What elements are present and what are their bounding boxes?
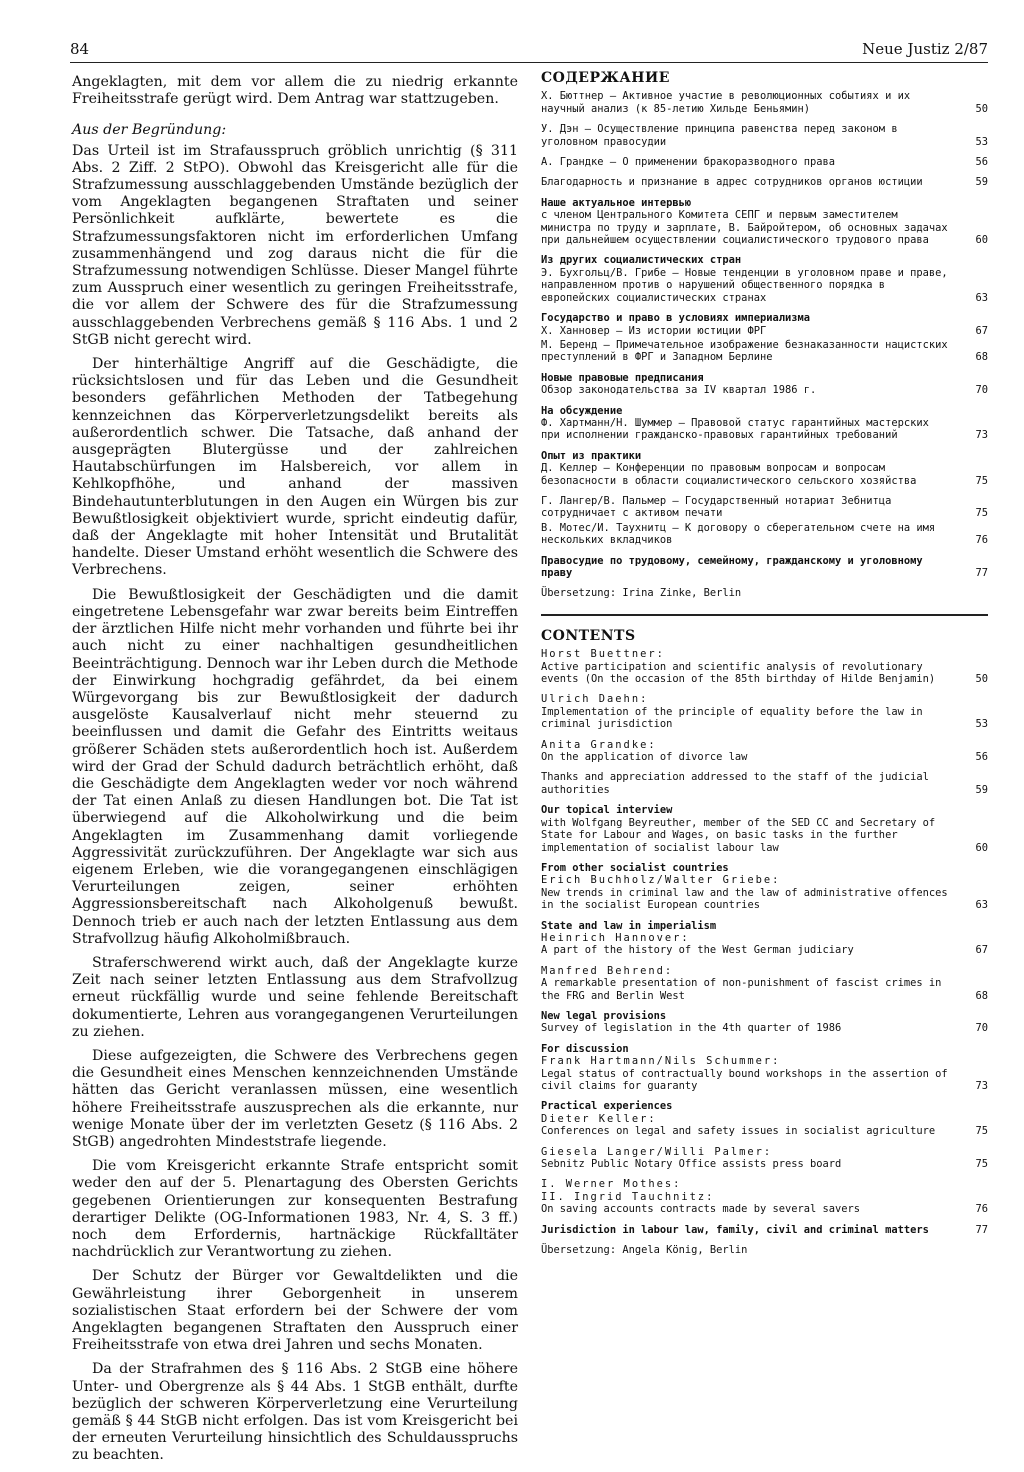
english-contents-title: CONTENTS (541, 627, 636, 644)
toc-author: Giesela Langer/Willi Palmer: (541, 1145, 773, 1158)
toc-entry (541, 1146, 988, 1171)
russian-contents-title: СОДЕРЖАНИЕ (541, 70, 670, 86)
toc-entry-text: New trends in criminal law and the law of administrative offences in the socialist European countries (541, 886, 948, 912)
toc-entry-text: Э. Бухгольц/В. Грибе — Новые тенденции в уголовном праве и праве, направленном против о нарушений общественного порядка в европейских социалистических странах (541, 266, 948, 304)
article-paragraph: Die Bewußtlosigkeit der Geschädigten und die damit eingetretene Lebensgefahr war zwar bereits beim Eintreffen der ärztlichen Hilfe nicht mehr vorhanden und führte bei ihr auch nicht zu einer nachhaltigen gesundheitlichen Beeinträchtigung. Dennoch war ihr Leben durch die Methode der Einwirkung hochgradig gefährdet, da bei einem Würgevorgang bis zur Bewußtlosigkeit der dadurch ausgelöste Kausalverlauf nicht mehr steuernd zu beeinflussen und damit die Gefahr des Eintritts weitaus größerer Schäden stets außerordentlich hoch ist. Außerdem wird der Grad der Schuld dadurch beträchtlich erhöht, daß die Geschädigte dem Angeklagten weder vor noch während der Tat einen Anlaß zu diesen Handlungen bot. Die Tat ist überwiegend auf die Alkoholwirkung und die beim Angeklagten im Zusammenhang damit vorliegende Aggressivität zurückzuführen. Der Angeklagte war sich aus eigenem Erleben, wie die vorangegangenen einschlägigen Verurteilungen zeigen, seiner erhöhten Aggressionsbereitschaft nach Alkoholgenuß bewußt. Dennoch trieb er auch nach der letzten Entlassung aus dem Strafvollzug häufig Alkoholmißbrauch. (72, 586, 518, 947)
toc-entry-text: У. Дэн — Осуществление принципа равенства перед законом в уголовном правосудии (541, 123, 898, 148)
section-divider (541, 614, 988, 616)
article-subheading: Aus der Begründung: (72, 122, 227, 139)
toc-group-heading: Опыт из практики (541, 449, 642, 462)
article-paragraph: Die vom Kreisgericht erkannte Strafe entspricht somit weder den auf der 5. Plenartagung des Obersten Gerichts gegebenen Orientierungen zur konsequenten Bestrafung derartiger Delikte (OG-Informationen 1983, Nr. 4, S. 3 ff.) noch dem Erfordernis, hartnäckige Rückfalltäter nachdrücklich zur Verantwortung zu ziehen. (72, 1158, 518, 1261)
toc-author: Manfred Behrend: (541, 964, 674, 977)
toc-entry (541, 254, 988, 304)
toc-entry-text: Legal status of contractually bound workshops in the assertion of civil claims for guaranty (541, 1067, 948, 1092)
article-paragraph: Da der Strafrahmen des § 116 Abs. 2 StGB eine höhere Unter- und Obergrenze als § 44 Abs. 1 StGB enthält, durfte bezüglich der schweren Körperverletzung eine Verurteilung gemäß § 44 StGB nicht erfolgen. Das ist vom Kreisgericht bei der erneuten Verurteilung hinsichtlich des Schuldausspruchs zu beachten. (72, 1361, 518, 1464)
toc-entry-text: Ф. Хартманн/Н. Шуммер — Правовой статус гарантийных мастерских при исполнении гражданско-правовых гарантийных требований (541, 416, 929, 442)
toc-entry-text: On saving accounts contracts made by several savers (541, 1203, 861, 1216)
toc-entry-text: Survey of legislation in the 4th quarter of 1986 (541, 1022, 842, 1035)
toc-entry (541, 648, 988, 685)
article-intro: Angeklagten, mit dem vor allem die zu niedrig erkannte Freiheitsstrafe gerügt wird. Dem Antrag war stattzugeben. (72, 74, 518, 108)
toc-entry (541, 1178, 988, 1215)
toc-page: 77 (975, 567, 988, 579)
toc-entry-text: Г. Лангер/В. Пальмер — Государственный нотариат Зебнитца сотрудничает с активом печати (541, 494, 892, 520)
toc-entry (541, 862, 988, 912)
toc-author: Ulrich Daehn: (541, 693, 649, 706)
toc-page: 73 (975, 1080, 988, 1092)
toc-entry (541, 405, 988, 442)
translator-credit: Übersetzung: Angela König, Berlin (541, 1244, 748, 1257)
toc-entry (541, 522, 988, 547)
toc-page: 60 (975, 841, 988, 854)
toc-entry-text: Implementation of the principle of equality before the law in criminal jurisdiction (541, 705, 923, 731)
toc-entry-text: On the application of divorce law (541, 751, 748, 764)
toc-entry (541, 312, 988, 337)
toc-entry-text: A remarkable presentation of non-punishment of fascist crimes in the FRG and Berlin West (541, 977, 942, 1002)
toc-entry-text: с членом Центрального Комитета СЕПГ и первым заместителем министра по труду и зарплате, В. Байройтером, об основных задачах при дальнейшем осуществлении социалистического трудового права (541, 209, 948, 247)
contents-column (541, 72, 988, 1256)
toc-author: I. Werner Mothes: (541, 1178, 682, 1191)
article-paragraph: Diese aufgezeigten, die Schwere des Verbrechens gegen die Gesundheit eines Menschen kennzeichnenden Umstände hätten das Gericht veranlassen müssen, eine wesentlich höhere Freiheitsstrafe auszusprechen als die erkannte, nur wenige Monate über der im verletzten Gesetz (§ 116 Abs. 2 StGB) angedrohten Mindeststrafe liegende. (72, 1047, 518, 1150)
toc-author: II. Ingrid Tauchnitz: (541, 1190, 715, 1203)
toc-entry (541, 495, 988, 520)
toc-group-heading: Our topical interview (541, 804, 673, 817)
toc-entry-text: Conferences on legal and safety issues in socialist agriculture (541, 1125, 936, 1138)
toc-entry-text: Обзор законодательства за IV квартал 1986 г. (541, 384, 817, 397)
toc-group-heading: Наше актуальное интервью (541, 196, 692, 209)
toc-entry (541, 1010, 988, 1035)
journal-name: Neue Justiz 2/87 (862, 40, 988, 58)
toc-entry (541, 197, 988, 247)
toc-page: 67 (975, 324, 988, 337)
toc-entry-text: Д. Келлер — Конференции по правовым вопросам и вопросам безопасности в области социалистического сельского хозяйства (541, 462, 917, 487)
toc-group-heading: Новые правовые предписания (541, 371, 704, 384)
toc-page: 75 (975, 1158, 988, 1171)
toc-page: 50 (975, 102, 988, 115)
toc-group-heading: State and law in imperialism (541, 919, 717, 932)
article-paragraph: Straferschwerend wirkt auch, daß der Angeklagte kurze Zeit nach seiner letzten Entlassung aus dem Strafvollzug erneut rückfällig wurde und seine fehlende Bereitschaft dokumentierte, Lehren aus vorangegangenen Verurteilungen zu ziehen. (72, 954, 518, 1040)
toc-group-heading: For discussion (541, 1042, 629, 1055)
toc-group-heading: From other socialist countries (541, 861, 729, 874)
toc-group-heading: Из других социалистических стран (541, 254, 742, 267)
toc-group-heading: Правосудие по трудовому, семейному, гражданскому и уголовному праву (541, 554, 923, 579)
toc-entry (541, 771, 988, 796)
toc-group-heading: На обсуждение (541, 404, 623, 417)
toc-entry (541, 450, 988, 487)
toc-page: 75 (975, 1125, 988, 1138)
toc-entry (541, 965, 988, 1002)
toc-entry-text: М. Беренд — Примечательное изображение безнаказанности нацистских преступлений в ФРГ и Западном Берлине (541, 338, 948, 364)
toc-entry (541, 156, 988, 168)
toc-author: Horst Buettner: (541, 648, 665, 661)
toc-entry-text: Active participation and scientific analysis of revolutionary events (On the occasion of the 85th birthday of Hilde Benjamin) (541, 660, 936, 686)
toc-entry (541, 1043, 988, 1093)
toc-page: 56 (975, 751, 988, 764)
toc-entry (541, 90, 988, 115)
toc-page: 63 (975, 899, 988, 912)
english-contents (541, 627, 988, 1257)
toc-entry (541, 372, 988, 397)
toc-entry (541, 1224, 988, 1236)
toc-page: 50 (975, 673, 988, 686)
toc-entry-text: Thanks and appreciation addressed to the staff of the judicial authorities (541, 771, 929, 796)
toc-entry-text: В. Мотес/И. Таухнитц — К договору о сберегательном счете на имя нескольких вкладчиков (541, 521, 936, 547)
toc-entry (541, 123, 988, 148)
toc-page: 68 (975, 989, 988, 1002)
toc-author: Erich Buchholz/Walter Griebe: (541, 874, 781, 887)
translator-credit: Übersetzung: Irina Zinke, Berlin (541, 587, 742, 600)
toc-page: 73 (975, 429, 988, 442)
article-paragraph: Der hinterhältige Angriff auf die Geschädigte, die rücksichtslosen und für das Leben und die Gesundheit besonders gefährlichen Methoden der Tatbegehung kennzeichnen das Körperverletzungsdelikt bereits als außerordentlich schwer. Die Tatsache, daß anhand der ausgeprägten Blutergüsse und der zahlreichen Hautabschürfungen im Halsbereich, vor allem in Kehlkopfhöhe, und anhand der massiven Bindehautunterblutungen in den Augen ein Würgen bis zur Bewußtlosigkeit objektiviert wurde, spricht eindeutig dafür, daß der Angeklagte mit hoher Intensität und Brutalität handelte. Dieser Umstand erhöht wesentlich die Schwere des Verbrechens. (72, 356, 518, 579)
page-header (70, 38, 988, 63)
toc-entry (541, 920, 988, 957)
toc-entry-text: Х. Бюттнер — Активное участие в революционных событиях и их научный анализ (к 85-летию Хильде Беньямин) (541, 90, 911, 115)
toc-page: 53 (975, 135, 988, 148)
toc-group-heading: Practical experiences (541, 1100, 673, 1113)
toc-author: Dieter Keller: (541, 1112, 657, 1125)
toc-page: 70 (975, 384, 988, 397)
toc-page: 76 (975, 1203, 988, 1216)
toc-entry (541, 176, 988, 188)
toc-entry-text: A part of the history of the West German judiciary (541, 944, 854, 957)
toc-page: 53 (975, 718, 988, 731)
toc-page: 59 (975, 176, 988, 189)
toc-page: 75 (975, 474, 988, 487)
toc-entry (541, 693, 988, 730)
article-paragraph: Das Urteil ist im Strafausspruch gröblich unrichtig (§ 311 Abs. 2 Ziff. 2 StPO). Obwohl das Kreisgericht alle für die Strafzumessung ausschlaggebenden Umstände bezüglich der vom Angeklagten begangenen Straftaten und seiner Persönlichkeit aufklärte, bewertete es die Strafzumessungsfaktoren nicht im erforderlichen Umfang zusammenhängend und zog daraus nicht die für die Strafzumessung notwendigen Schlüsse. Dieser Mangel führte zum Ausspruch einer wesentlich zu geringen Freiheitsstrafe, die vor allem der Schwere des für die Strafzumessung ausschlaggebenden Verbrechens gemäß § 116 Abs. 1 und 2 StGB nicht gerecht wird. (72, 142, 518, 348)
page-number: 84 (70, 40, 90, 58)
toc-entry-text: Благодарность и признание в адрес сотрудников органов юстиции (541, 176, 923, 189)
toc-entry-text: Х. Ханновер — Из истории юстиции ФРГ (541, 324, 767, 337)
toc-entry (541, 1100, 988, 1137)
toc-page: 77 (975, 1223, 988, 1236)
toc-author: Frank Hartmann/Nils Schummer: (541, 1055, 781, 1068)
russian-contents (541, 72, 988, 600)
toc-entry-text: Sebnitz Public Notary Office assists press board (541, 1158, 842, 1171)
toc-entry-text: with Wolfgang Beyreuther, member of the SED CC and Secretary of State for Labour and Wages, on basic tasks in the further implementation of socialist labour law (541, 816, 936, 854)
toc-entry (541, 339, 988, 364)
toc-page: 70 (975, 1022, 988, 1035)
article-paragraph: Der Schutz der Bürger vor Gewaltdelikten und die Gewährleistung ihrer Geborgenheit in unserem sozialistischen Staat erfordern bei der Schwere der vom Angeklagten begangenen Straftaten den Ausspruch einer Freiheitsstrafe von etwa drei Jahren und sechs Monaten. (72, 1268, 518, 1354)
toc-page: 75 (975, 507, 988, 520)
toc-author: Heinrich Hannover: (541, 931, 690, 944)
toc-page: 59 (975, 783, 988, 796)
toc-page: 67 (975, 944, 988, 957)
toc-page: 76 (975, 534, 988, 547)
toc-page: 56 (975, 156, 988, 169)
toc-group-heading: Jurisdiction in labour law, family, civil and criminal matters (541, 1223, 929, 1236)
toc-author: Anita Grandke: (541, 738, 657, 751)
toc-entry (541, 555, 988, 580)
toc-entry-text: А. Грандке — О применении бракоразводного права (541, 156, 836, 169)
toc-entry (541, 739, 988, 764)
article-column (72, 74, 518, 1472)
toc-entry (541, 804, 988, 854)
toc-page: 60 (975, 234, 988, 247)
toc-page: 63 (975, 291, 988, 304)
toc-page: 68 (975, 351, 988, 364)
toc-group-heading: Государство и право в условиях империализма (541, 312, 810, 325)
toc-group-heading: New legal provisions (541, 1009, 667, 1022)
